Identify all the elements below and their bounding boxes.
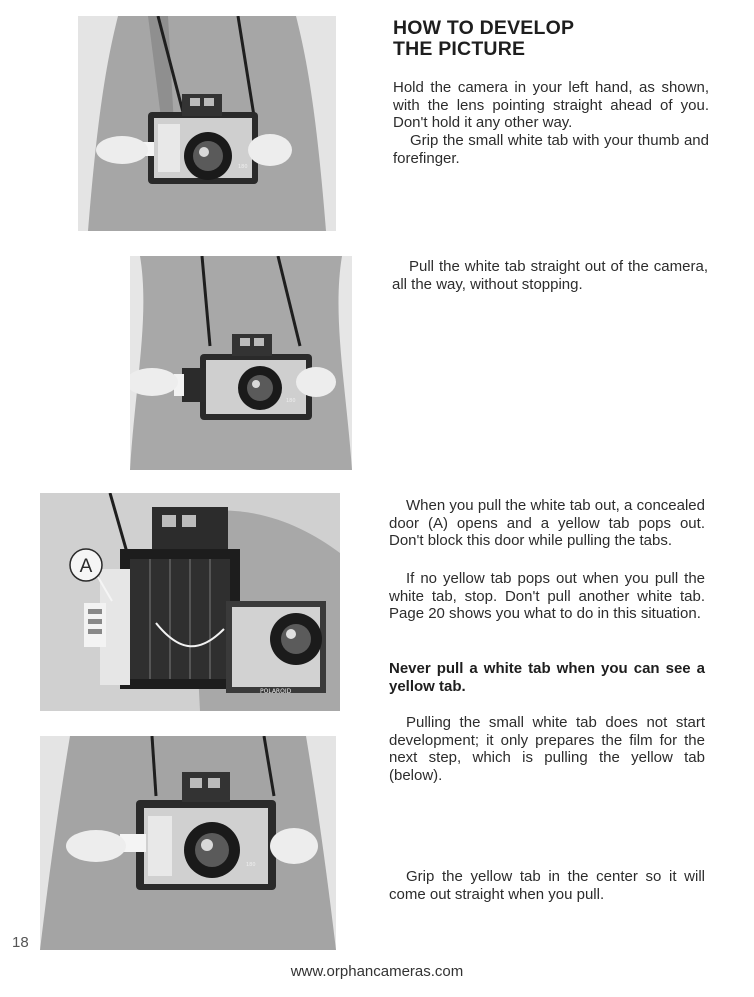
page-number: 18 (12, 934, 29, 951)
photo-grip-yellow-tab (40, 736, 336, 950)
photo-grip-yellow-tab-illustration (40, 736, 336, 950)
camera-model-text-2: 180 (286, 398, 296, 404)
paragraph-pull-white-tab: Pull the white tab straight out of the camera, all the way, without stopping. (392, 258, 708, 293)
photo-pull-white-tab-illustration (130, 256, 352, 470)
photo-pull-white-tab (130, 256, 352, 470)
photo-hold-camera-illustration (78, 16, 336, 231)
photo-hold-camera (78, 16, 336, 231)
page-heading (393, 18, 693, 60)
paragraph-concealed-door: When you pull the white tab out, a concealed door (A) opens and a yellow tab pops out. Don't block this door while pulling the tabs. (389, 497, 705, 549)
paragraph-development: Pulling the small white tab does not start development; it only prepares the film for the next step, which is pulling the yellow tab (below). (389, 714, 705, 784)
camera-model-text-4: 180 (246, 862, 256, 868)
camera-brand-text: POLAROID (260, 688, 292, 695)
footer-url: www.orphancameras.com (290, 963, 464, 980)
photo-concealed-door (40, 493, 340, 711)
paragraph-hold-camera: Hold the camera in your left hand, as shown, with the lens pointing straight ahead of you. Don't hold it any other way. (393, 79, 709, 131)
heading-line-2: THE PICTURE (393, 38, 526, 60)
photo-concealed-door-illustration (40, 493, 340, 711)
paragraph-grip-yellow-tab: Grip the yellow tab in the center so it will come out straight when you pull. (389, 868, 705, 903)
camera-model-text-1: 180 (238, 164, 248, 170)
paragraph-grip-white-tab: Grip the small white tab with your thumb and forefinger. (393, 132, 709, 167)
heading-line-1: HOW TO DEVELOP (393, 17, 575, 39)
callout-label-a: A (79, 556, 93, 577)
paragraph-warning: Never pull a white tab when you can see a yellow tab. (389, 660, 705, 695)
paragraph-no-yellow-tab: If no yellow tab pops out when you pull the white tab, stop. Don't pull another white tab. Page 20 shows you what to do in this situation. (389, 570, 705, 622)
